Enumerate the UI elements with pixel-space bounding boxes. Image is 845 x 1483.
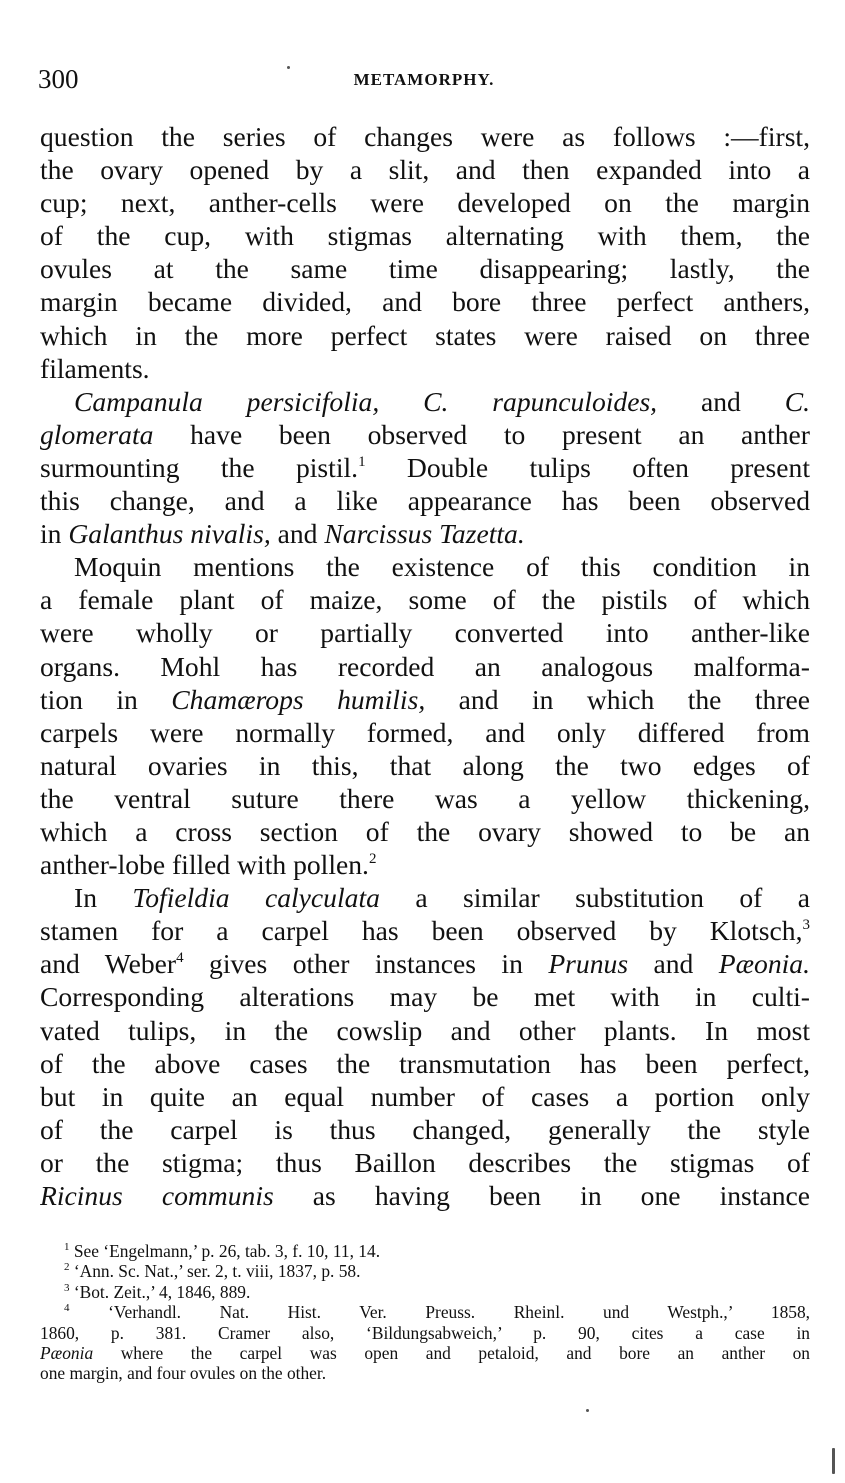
text-span: tion in (40, 683, 172, 715)
footnote-text: See ‘Engelmann,’ p. 26, tab. 3, f. 10, 11, 14. (69, 1241, 381, 1261)
body-text (40, 120, 810, 1212)
text-line: of the above cases the transmutation has been perfect, (40, 1047, 810, 1079)
footnote (40, 1282, 810, 1302)
text-line: cup; next, anther-cells were developed on the margin (40, 187, 810, 219)
italic-term: C. rapunculoides, (423, 385, 658, 417)
text-line: which a cross section of the ovary showed to be an (40, 815, 810, 847)
text-line (40, 451, 810, 484)
text-line: of the cup, with stigmas alternating with them, the (40, 220, 810, 252)
footnote-ref: 4 (176, 950, 184, 967)
footnote-marker: 3 (64, 1281, 70, 1294)
text-line: were wholly or partially converted into anther-like (40, 617, 810, 649)
text-span: surmounting the pistil. (40, 451, 359, 483)
text-line: this change, and a like appearance has been observed (40, 485, 810, 517)
footnote-continuation: one margin, and four ovules on the other. (40, 1363, 327, 1384)
text-line: vated tulips, in the cowslip and other plants. In most (40, 1014, 810, 1046)
text-line (40, 881, 810, 914)
text-span: and in which the three (425, 683, 810, 715)
text-span: stamen for a carpel has been observed by Klotsch, (40, 915, 803, 947)
italic-term: C. (784, 385, 810, 417)
text-span: gives other instances in (183, 948, 549, 980)
text-span: as having been in one instance (273, 1180, 810, 1211)
text-line (40, 517, 810, 550)
text-line: ovules at the same time disappearing; lastly, the (40, 253, 810, 285)
footnote-ref: 3 (802, 917, 810, 934)
italic-term: Tofieldia calyculata (132, 882, 380, 914)
text-span: have been observed to present an anther (153, 418, 810, 450)
text-span: and (270, 518, 325, 550)
italic-term: Pæonia (40, 1342, 94, 1363)
footnotes (40, 1241, 810, 1384)
text-line: or the stigma; thus Baillon describes the stigmas of (40, 1146, 810, 1178)
footnote-marker: 4 (64, 1302, 70, 1315)
text-span: in (40, 518, 69, 550)
text-span: and (628, 948, 719, 980)
text-line (40, 385, 810, 418)
text-line (40, 1179, 810, 1212)
footnote-marker: 2 (64, 1261, 70, 1274)
italic-term: Pæonia. (718, 948, 810, 980)
text-line: filaments. (40, 352, 150, 384)
italic-term: Ricinus communis (40, 1180, 274, 1211)
footnote-text: ‘Ann. Sc. Nat.,’ ser. 2, t. viii, 1837, p. 58. (69, 1261, 361, 1282)
footnote-text: ‘Verhandl. Nat. Hist. Ver. Preuss. Rheinl. und Westph.,’ 1858, (69, 1302, 810, 1323)
footnote-marker: 1 (64, 1241, 70, 1253)
text-line: the ovary opened by a slit, and then expanded into a (40, 154, 810, 186)
text-span: anther-lobe filled with pollen. (40, 849, 369, 881)
text-line (40, 683, 810, 716)
scan-speck (287, 66, 290, 69)
text-line (40, 947, 810, 980)
text-line: the ventral suture there was a yellow thickening, (40, 782, 810, 814)
text-line (40, 848, 810, 881)
text-line: of the carpel is thus changed, generally the style (40, 1113, 810, 1145)
text-line: Moquin mentions the existence of this condition in (74, 551, 810, 583)
text-span (379, 386, 423, 417)
text-span: In (74, 882, 133, 914)
italic-term: Campanula persicifolia, (74, 385, 380, 417)
italic-term: Prunus (548, 948, 629, 980)
footnote (40, 1302, 810, 1322)
text-line: carpels were normally formed, and only differed from (40, 716, 810, 748)
text-span: and (657, 385, 785, 417)
running-title: METAMORPHY. (353, 70, 495, 89)
text-line: organs. Mohl has recorded an analogous malforma- (40, 650, 810, 682)
footnote-continuation: 1860, p. 381. Cramer also, ‘Bildungsabweich,’ p. 90, cites a case in (40, 1322, 810, 1343)
footnote-text: where the carpel was open and petaloid, and bore an anther on (93, 1342, 810, 1363)
text-line: but in quite an equal number of cases a portion only (40, 1080, 810, 1112)
page-number: 300 (38, 64, 79, 94)
text-line (40, 418, 810, 451)
text-line: which in the more perfect states were raised on three (40, 319, 810, 351)
text-span: a similar substitution of a (379, 882, 810, 914)
text-line: natural ovaries in this, that along the two edges of (40, 749, 810, 781)
text-line: question the series of changes were as follows :—first, (40, 121, 810, 152)
italic-term: Chamærops humilis, (171, 683, 426, 715)
footnote-continuation (40, 1343, 810, 1363)
italic-term: glomerata (40, 418, 154, 450)
italic-term: Galanthus nivalis, (68, 518, 271, 550)
text-span: Double tulips often present (365, 451, 810, 483)
scan-edge-mark (832, 1448, 835, 1474)
footnote-ref: 2 (368, 851, 377, 868)
footnote-text: ‘Bot. Zeit.,’ 4, 1846, 889. (69, 1281, 251, 1302)
footnote (40, 1261, 810, 1281)
text-line: Corresponding alterations may be met with in culti- (40, 981, 810, 1013)
scan-speck (586, 1409, 589, 1412)
footnote (40, 1241, 810, 1261)
text-line: margin became divided, and bore three perfect anthers, (40, 286, 810, 318)
footnote-ref: 1 (358, 453, 366, 470)
text-line: a female plant of maize, some of the pistils of which (40, 584, 810, 616)
text-span: and Weber (40, 948, 177, 980)
italic-term: Narcissus Tazetta. (324, 518, 525, 550)
running-head (38, 62, 810, 96)
text-line (40, 914, 810, 947)
